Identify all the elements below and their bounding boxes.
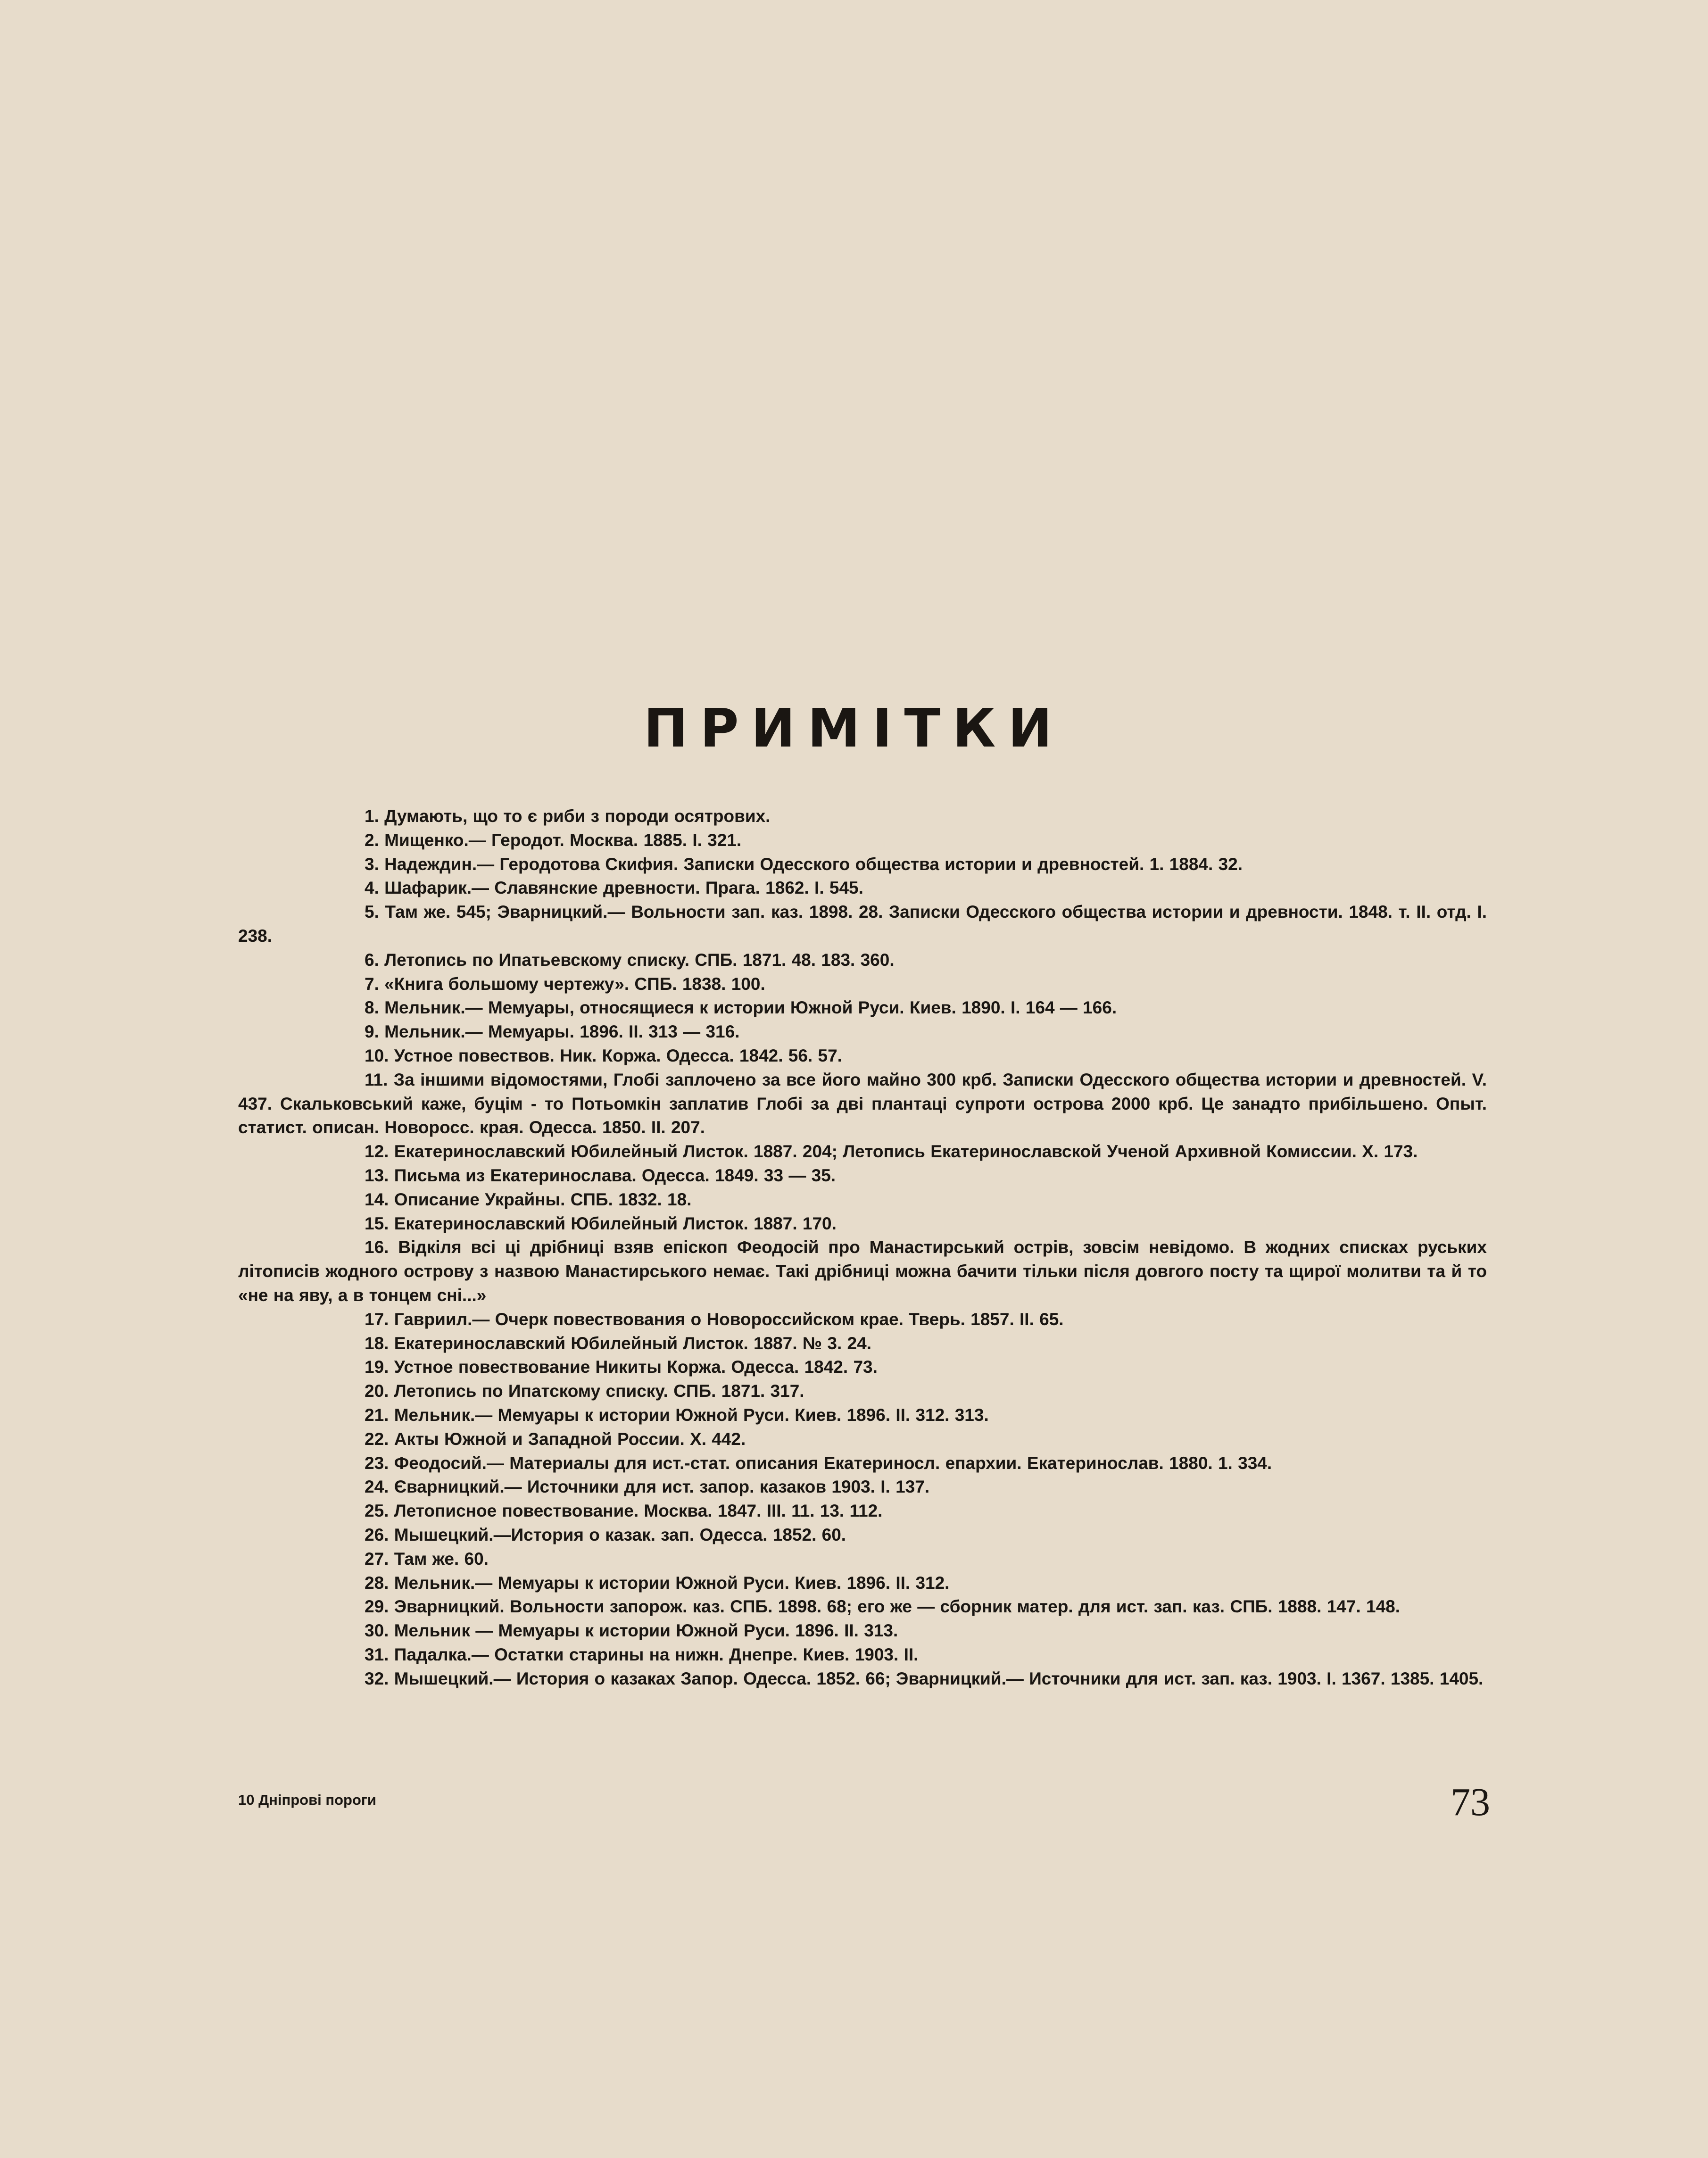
note-item	[238, 1020, 1487, 1044]
note-item	[238, 1188, 1487, 1212]
note-item	[238, 1595, 1487, 1619]
note-number: 24.	[365, 1477, 389, 1497]
note-number: 5.	[365, 902, 379, 922]
notes-list	[238, 805, 1487, 1691]
note-number: 29.	[365, 1597, 389, 1617]
note-text: Летописное повествование. Москва. 1847. III. 11. 13. 112.	[394, 1501, 883, 1521]
note-item	[238, 1547, 1487, 1571]
note-item	[238, 1332, 1487, 1356]
note-text: Мищенко.— Геродот. Москва. 1885. I. 321.	[384, 830, 742, 850]
note-text: Устное повествование Никиты Коржа. Одесса. 1842. 73.	[394, 1357, 878, 1377]
note-number: 32.	[365, 1668, 389, 1688]
note-item	[238, 1428, 1487, 1452]
note-number: 17.	[365, 1309, 389, 1329]
note-number: 20.	[365, 1381, 389, 1401]
note-item	[238, 1164, 1487, 1188]
note-number: 7.	[365, 974, 379, 994]
note-text: За іншими відомостями, Глобі заплочено за все його майно 300 крб. Записки Одесского общества истории и древностей. V. 437. Скальковський каже, буцім - то Потьомкін заплатив Глобі за дві плантаці супроти острова 2000 крб. Це занадто прибільшено. Опыт. статист. описан. Новоросс. края. Одесса. 1850. II. 207.	[238, 1070, 1487, 1137]
note-number: 21.	[365, 1405, 389, 1425]
note-item	[238, 900, 1487, 948]
note-text: Мышецкий.—История о казак. зап. Одесса. 1852. 60.	[394, 1525, 846, 1544]
note-item	[238, 805, 1487, 829]
note-text: Там же. 60.	[394, 1549, 489, 1569]
page-number: 73	[1451, 1780, 1490, 1824]
note-number: 8.	[365, 998, 379, 1018]
note-number: 25.	[365, 1501, 389, 1521]
note-item	[238, 1044, 1487, 1068]
note-text: Гавриил.— Очерк повествования о Новороссийском крае. Тверь. 1857. II. 65.	[394, 1309, 1064, 1329]
note-text: Там же. 545; Эварницкий.— Вольности зап. каз. 1898. 28. Записки Одесского общества истории и древности. 1848. т. II. отд. I. 238.	[238, 902, 1487, 946]
note-item	[238, 1212, 1487, 1236]
note-number: 12.	[365, 1142, 389, 1162]
note-number: 4.	[365, 878, 379, 898]
note-text: Летопись по Ипатскому списку. СПБ. 1871. 317.	[394, 1381, 804, 1401]
note-item	[238, 1355, 1487, 1379]
note-text: Екатеринославский Юбилейный Листок. 1887. № 3. 24.	[394, 1333, 871, 1353]
note-number: 30.	[365, 1621, 389, 1641]
note-item	[238, 1571, 1487, 1595]
note-item	[238, 1452, 1487, 1476]
note-number: 23.	[365, 1453, 389, 1473]
note-text: Акты Южной и Западной России. X. 442.	[394, 1429, 746, 1449]
note-text: Письма из Екатеринослава. Одесса. 1849. 33 — 35.	[394, 1165, 836, 1185]
note-text: Падалка.— Остатки старины на нижн. Днепре. Киев. 1903. II.	[394, 1644, 919, 1664]
note-item	[238, 1379, 1487, 1403]
note-text: Екатеринославский Юбилейный Листок. 1887. 204; Летопись Екатеринославской Ученой Архивной Комиссии. X. 173.	[394, 1142, 1418, 1162]
note-item	[238, 1619, 1487, 1643]
note-text: Устное повествов. Ник. Коржа. Одесса. 1842. 56. 57.	[394, 1046, 842, 1065]
page-title: ПРИМІТКИ	[643, 698, 1065, 759]
note-item	[238, 948, 1487, 972]
note-item	[238, 1475, 1487, 1499]
note-number: 1.	[365, 806, 379, 826]
note-number: 16.	[365, 1237, 389, 1257]
note-item	[238, 1236, 1487, 1307]
note-item	[238, 972, 1487, 996]
note-number: 26.	[365, 1525, 389, 1544]
note-text: Описание Украйны. СПБ. 1832. 18.	[394, 1189, 692, 1209]
note-item	[238, 829, 1487, 853]
note-text: Летопись по Ипатьевскому списку. СПБ. 1871. 48. 183. 360.	[384, 950, 895, 970]
note-number: 9.	[365, 1022, 379, 1042]
note-text: Мельник — Мемуары к истории Южной Руси. 1896. II. 313.	[394, 1621, 898, 1641]
note-text: Єварницкий.— Источники для ист. запор. казаков 1903. I. 137.	[394, 1477, 930, 1497]
signature-mark: 10 Дніпрові пороги	[238, 1792, 376, 1808]
note-item	[238, 996, 1487, 1020]
note-number: 19.	[365, 1357, 389, 1377]
note-item	[238, 853, 1487, 877]
note-item	[238, 1068, 1487, 1140]
note-text: Мельник.— Мемуары к истории Южной Руси. Киев. 1896. II. 312. 313.	[394, 1405, 989, 1425]
note-number: 31.	[365, 1644, 389, 1664]
note-text: Эварницкий. Вольности запорож. каз. СПБ. 1898. 68; его же — сборник матер. для ист. зап. каз. СПБ. 1888. 147. 148.	[394, 1597, 1401, 1617]
note-number: 6.	[365, 950, 379, 970]
note-number: 2.	[365, 830, 379, 850]
note-number: 28.	[365, 1573, 389, 1593]
note-text: Шафарик.— Славянские древности. Прага. 1862. I. 545.	[384, 878, 863, 898]
note-number: 11.	[365, 1070, 388, 1089]
note-text: «Книга большому чертежу». СПБ. 1838. 100.	[384, 974, 765, 994]
note-number: 14.	[365, 1189, 389, 1209]
note-item	[238, 1499, 1487, 1523]
note-number: 15.	[365, 1213, 389, 1233]
note-text: Мельник.— Мемуары. 1896. II. 313 — 316.	[384, 1022, 740, 1042]
note-text: Мельник.— Мемуары, относящиеся к истории Южной Руси. Киев. 1890. I. 164 — 166.	[384, 998, 1117, 1018]
note-number: 18.	[365, 1333, 389, 1353]
note-text: Феодосий.— Материалы для ист.-стат. описания Екатериносл. епархии. Екатеринослав. 1880. 1. 334.	[394, 1453, 1272, 1473]
note-item	[238, 1667, 1487, 1691]
note-number: 13.	[365, 1165, 389, 1185]
note-text: Мельник.— Мемуары к истории Южной Руси. Киев. 1896. II. 312.	[394, 1573, 950, 1593]
note-text: Екатеринославский Юбилейный Листок. 1887. 170.	[394, 1213, 837, 1233]
note-text: Думають, що то є риби з породи осятрових.	[384, 806, 771, 826]
note-item	[238, 1140, 1487, 1164]
note-number: 27.	[365, 1549, 389, 1569]
note-text: Мышецкий.— История о казаках Запор. Одесса. 1852. 66; Эварницкий.— Источники для ист. зап. каз. 1903. I. 1367. 1385. 1405.	[394, 1668, 1484, 1688]
note-item	[238, 1308, 1487, 1332]
note-text: Надеждин.— Геродотова Скифия. Записки Одесского общества истории и древностей. 1. 1884. 32.	[384, 854, 1243, 874]
note-number: 22.	[365, 1429, 389, 1449]
note-item	[238, 1523, 1487, 1547]
note-number: 3.	[365, 854, 379, 874]
note-text: Відкіля всі ці дрібниці взяв епіскоп Феодосій про Манастирський острів, зовсім невідомо. В жодних списках руських літописів жодного острову з назвою Манастирського немає. Такі дрібниці можна бачити тільки після довгого посту та щирої молитви та й то «не на яву, а в тонцем сні...»	[238, 1237, 1487, 1305]
note-number: 10.	[365, 1046, 389, 1065]
note-item	[238, 876, 1487, 900]
note-item	[238, 1403, 1487, 1428]
note-item	[238, 1643, 1487, 1667]
